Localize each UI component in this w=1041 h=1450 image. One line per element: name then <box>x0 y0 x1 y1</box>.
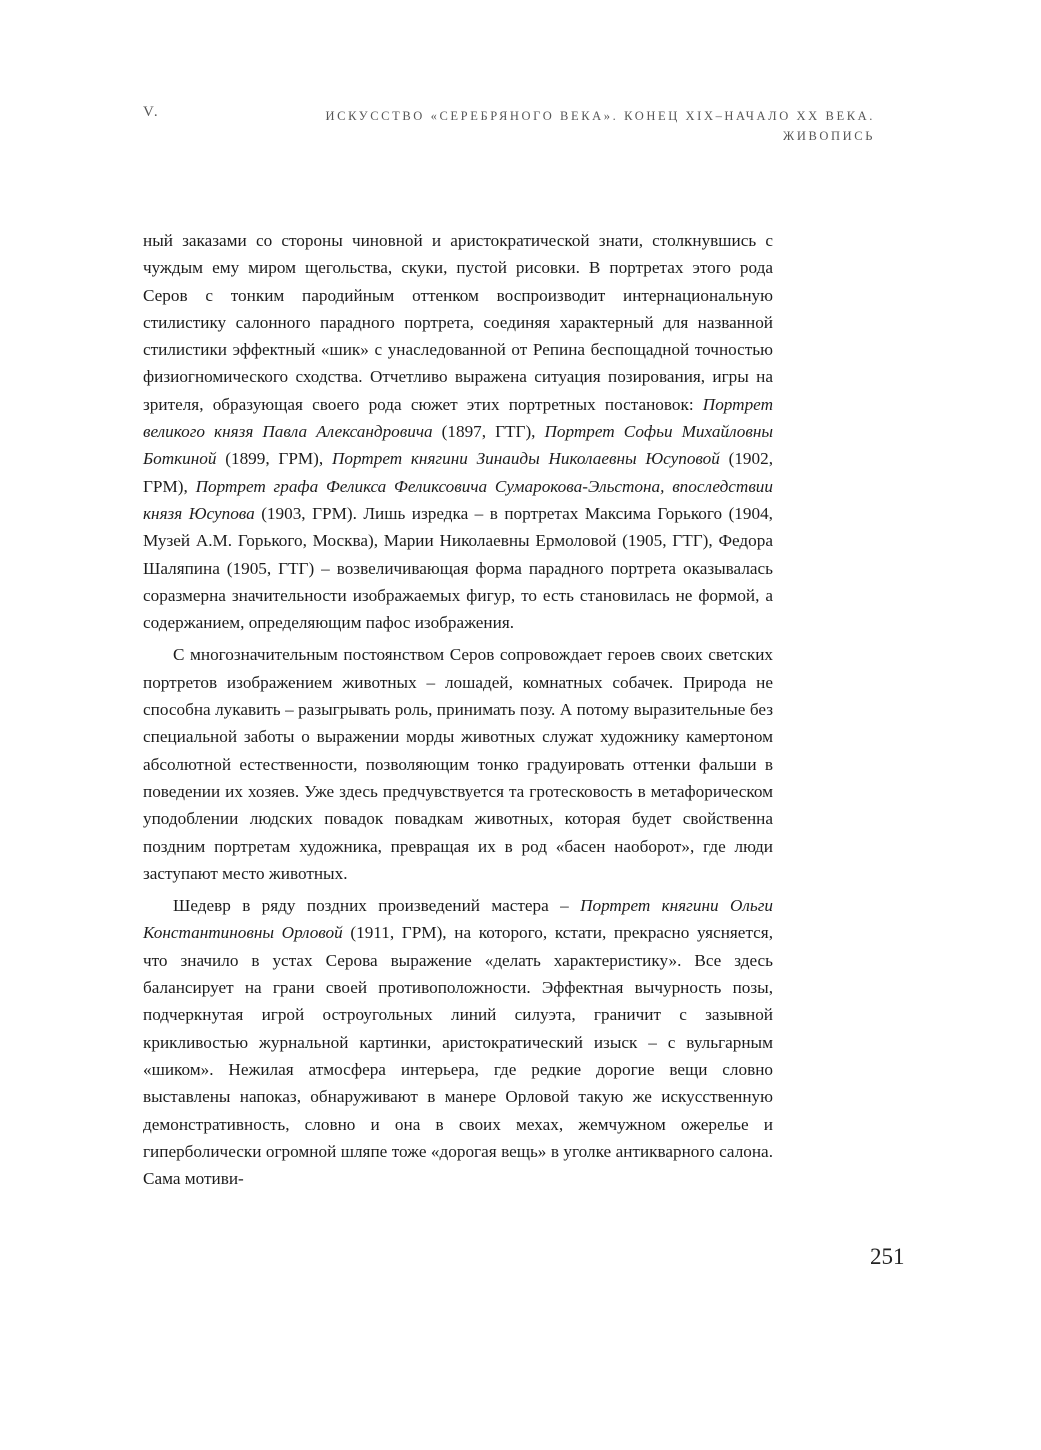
section-title <box>235 106 875 146</box>
running-head <box>0 104 1041 164</box>
text-run: (1903, ГРМ). Лишь изредка – в портретах Максима Горького (1904, Музей А.М. Горького, Москва), Марии Николаевны Ермоловой (1905, ГТГ), Федора Шаляпина (1905, ГТГ) – возвеличивающая форма парадного портрета оказывалась соразмерна значительности изображаемых фигур, то есть становилась не формой, а содержанием, определяющим пафос изображения. <box>143 503 773 633</box>
text-run: (1911, ГРМ), на которого, кстати, прекрасно уясняется, что значило в устах Серова выражение «делать характеристику». Все здесь балансирует на грани своей противоположности. Эффектная вычурность позы, подчеркнутая игрой остроугольных линий силуэта, граничит с зазывной крикливостью журнальной картинки, аристократический изыск – с вульгарным «шиком». Нежилая атмосфера интерьера, где редкие дорогие вещи словно выставлены напоказ, обнаруживают в манере Орловой такую же искусственную демонстративность, словно и она в своих мехах, жемчужном ожерелье и гиперболически огромной шляпе тоже «дорогая вещь» в уголке антикварного салона. Сама мотиви- <box>143 923 773 1189</box>
body-text <box>143 227 773 1197</box>
artwork-title: Портрет княгини Ольги Константиновны Орловой <box>143 896 773 943</box>
paragraph <box>143 227 773 636</box>
text-run: ный заказами со стороны чиновной и аристократической знати, столкнувшись с чуждым ему миром щегольства, скуки, пустой рисовки. В портретах этого рода Серов с тонким пародийным оттенком воспроизводит интернациональную стилистику салонного парадного портрета, соединяя характерный для названной стилистики эффектный «шик» с унаследованной от Репина беспощадной точностью физиогномического сходства. Отчетливо выражена ситуация позирования, игры на зрителя, образующая своего рода сюжет этих портретных постановок: <box>143 231 773 414</box>
artwork-title: Портрет великого князя Павла Александровича <box>143 394 773 442</box>
artwork-title: Портрет княгини Зинаиды Николаевны Юсуповой <box>331 449 720 469</box>
page-number: 251 <box>870 1244 905 1269</box>
paragraph: С многозначительным постоянством Серов сопровождает героев своих светских портретов изображением животных – лошадей, комнатных собачек. Природа не способна лукавить – разыгрывать роль, принимать позу. А потому выразительные без специальной заботы о выражении морды животных служат художнику камертоном абсолютной естественности, позволяющим тонко градуировать оттенки фальши в поведении их хозяев. Уже здесь предчувствуется та гротесковость в метафорическом уподоблении людских повадок повадкам животных, которая будет свойственна поздним портретам художника, превращая их в род «басен наоборот», где люди заступают место животных. <box>143 645 773 883</box>
text-run: (1902, ГРМ), <box>143 449 773 496</box>
chapter-number: V. <box>143 104 160 120</box>
text-run: (1899, ГРМ), <box>216 449 332 469</box>
section-title-line: ЖИВОПИСЬ <box>783 129 875 143</box>
artwork-title: Портрет графа Феликса Феликсовича Сумарокова-Эльстона, впоследствии князя Юсупова <box>143 476 773 523</box>
text-run: Шедевр в ряду поздних произведений мастера – <box>173 896 581 916</box>
paragraph <box>143 892 773 1192</box>
artwork-title: Портрет Софьи Михайловны Боткиной <box>143 422 773 469</box>
section-title-line: ИСКУССТВО «СЕРЕБРЯНОГО ВЕКА». КОНЕЦ XIX–НАЧАЛО XX ВЕКА. <box>325 109 875 123</box>
text-run: (1897, ГТГ), <box>432 422 545 442</box>
